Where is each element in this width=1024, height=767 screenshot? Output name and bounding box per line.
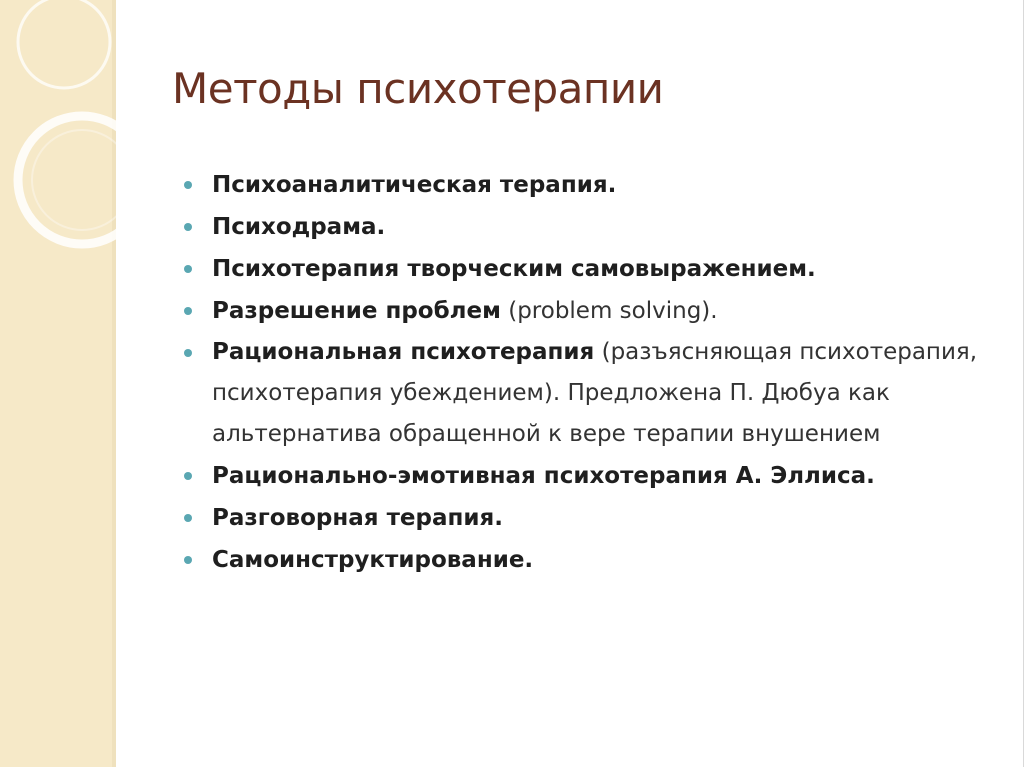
list-item: [184, 332, 1004, 455]
list-item: [184, 539, 1004, 581]
item-normal-text: (разъясняющая психотерапия, психотерапия убеждением). Предложена П. Дюбуа как альтернатива обращенной к вере терапии внушением: [212, 339, 978, 447]
item-bold-text: Психотерапия творческим самовыражением.: [212, 256, 816, 282]
list-item: [184, 290, 1004, 332]
list-item: [184, 206, 1004, 248]
list-item: [184, 455, 1004, 497]
item-bold-text: Психодрама.: [212, 214, 386, 240]
item-bold-text: Самоинструктирование.: [212, 547, 534, 573]
decorative-rings-icon: [0, 0, 140, 280]
bullet-dot-icon: [184, 472, 192, 480]
bullet-dot-icon: [184, 181, 192, 189]
bullet-dot-icon: [184, 223, 192, 231]
bullet-dot-icon: [184, 265, 192, 273]
bullet-list: [184, 164, 1004, 581]
list-item: [184, 164, 1004, 206]
item-bold-text: Психоаналитическая терапия.: [212, 172, 617, 198]
item-bold-text: Рационально-эмотивная психотерапия А. Эллиса.: [212, 463, 875, 489]
item-bold-text: Разрешение проблем: [212, 298, 501, 324]
bullet-dot-icon: [184, 514, 192, 522]
bullet-dot-icon: [184, 556, 192, 564]
bullet-dot-icon: [184, 307, 192, 315]
list-item: [184, 248, 1004, 290]
slide-title: Методы психотерапии: [172, 64, 664, 113]
item-bold-text: Разговорная терапия.: [212, 505, 503, 531]
bullet-dot-icon: [184, 349, 192, 357]
list-item: [184, 497, 1004, 539]
item-normal-text: (problem solving).: [500, 298, 718, 324]
item-bold-text: Рациональная психотерапия: [212, 339, 595, 365]
